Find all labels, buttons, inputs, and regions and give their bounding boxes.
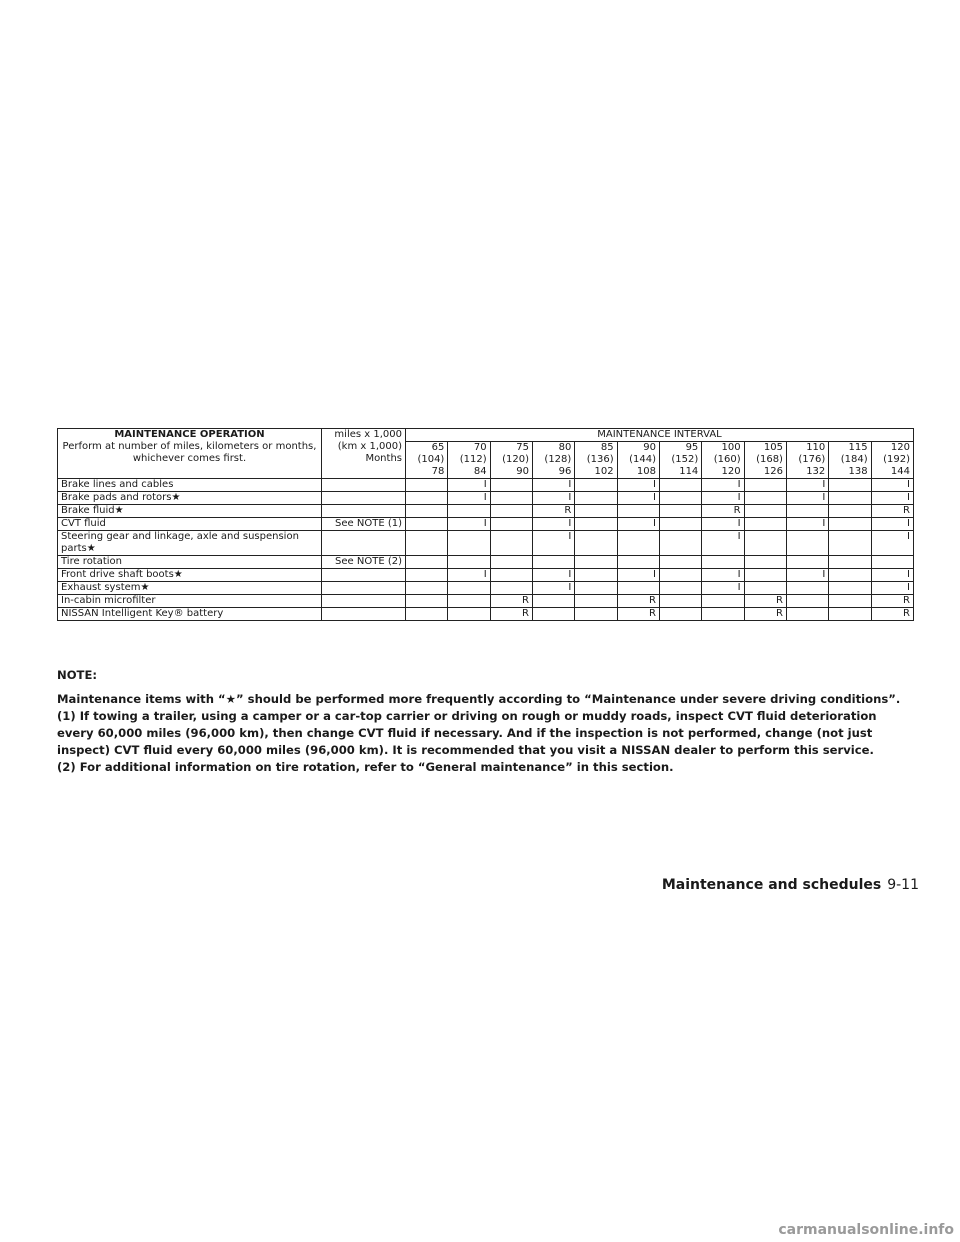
interval-mark-cell: I: [532, 569, 574, 582]
interval-mark-cell: I: [702, 569, 744, 582]
note-2: (2) For additional information on tire rotation, refer to “General maintenance” in this section.: [57, 760, 674, 774]
interval-mark-cell: I: [617, 479, 659, 492]
interval-mark-cell: [744, 492, 786, 505]
interval-mark-cell: [829, 518, 871, 531]
interval-mark-cell: [744, 505, 786, 518]
interval-mark-cell: [575, 608, 617, 621]
interval-miles: 70: [473, 442, 487, 453]
interval-mark-cell: I: [871, 492, 913, 505]
interval-mark-cell: [786, 595, 828, 608]
interval-mark-cell: [490, 569, 532, 582]
interval-mark-cell: [490, 492, 532, 505]
interval-mark-cell: [829, 492, 871, 505]
interval-km: (192): [883, 454, 910, 465]
interval-mark-cell: R: [532, 505, 574, 518]
operation-header-subtitle: Perform at number of miles, kilometers or months, whichever comes first.: [62, 441, 317, 464]
interval-miles: 115: [848, 442, 868, 453]
interval-mark-cell: [617, 556, 659, 569]
interval-mark-cell: R: [490, 608, 532, 621]
item-name: Brake lines and cables: [61, 479, 174, 490]
interval-mark-cell: [532, 556, 574, 569]
interval-months: 138: [848, 466, 868, 477]
footer-section-title: Maintenance and schedules: [661, 877, 882, 893]
interval-km: (112): [459, 454, 487, 465]
interval-mark-cell: [786, 556, 828, 569]
interval-miles: 95: [685, 442, 699, 453]
operation-header-cell: [58, 429, 322, 479]
interval-mark-cell: [659, 608, 701, 621]
interval-mark-cell: I: [448, 518, 490, 531]
interval-mark-cell: [744, 569, 786, 582]
interval-miles: 90: [643, 442, 656, 453]
item-name-cell: [58, 595, 322, 608]
interval-mark-cell: [659, 505, 701, 518]
interval-months: 78: [431, 466, 445, 477]
interval-mark-cell: [659, 518, 701, 531]
interval-mark-cell: I: [448, 479, 490, 492]
operation-header-title: MAINTENANCE OPERATION: [114, 429, 265, 440]
interval-mark-cell: I: [786, 518, 828, 531]
interval-months: 120: [721, 466, 741, 477]
item-name-cell: [58, 531, 322, 556]
interval-mark-cell: R: [871, 505, 913, 518]
interval-mark-cell: [829, 505, 871, 518]
interval-mark-cell: [406, 595, 448, 608]
item-name: NISSAN Intelligent Key® battery: [61, 608, 224, 619]
interval-months: 84: [473, 466, 487, 477]
interval-mark-cell: [744, 556, 786, 569]
interval-mark-cell: [829, 595, 871, 608]
interval-column-header: [744, 442, 786, 479]
item-name: Tire rotation: [61, 556, 123, 567]
interval-mark-cell: [659, 595, 701, 608]
interval-mark-cell: [406, 479, 448, 492]
item-name-cell: [58, 556, 322, 569]
interval-months: 90: [516, 466, 529, 477]
interval-months: 102: [594, 466, 614, 477]
interval-mark-cell: [490, 505, 532, 518]
table-row: [58, 518, 914, 531]
interval-mark-cell: [532, 595, 574, 608]
interval-mark-cell: [659, 479, 701, 492]
table-row: [58, 492, 914, 505]
interval-column-header: [406, 442, 448, 479]
interval-mark-cell: I: [702, 531, 744, 556]
interval-miles: 80: [558, 442, 572, 453]
interval-column-header: [702, 442, 744, 479]
interval-km: (176): [798, 454, 826, 465]
watermark-text: carmanualsonline.info: [778, 1222, 954, 1238]
table-row: [58, 556, 914, 569]
item-name-cell: [58, 518, 322, 531]
interval-mark-cell: [406, 492, 448, 505]
interval-km: (168): [756, 454, 783, 465]
item-note-cell: [322, 505, 406, 518]
interval-mark-cell: [617, 505, 659, 518]
interval-mark-cell: I: [786, 492, 828, 505]
header-row: [58, 429, 914, 442]
interval-miles: 85: [600, 442, 614, 453]
interval-months: 108: [636, 466, 656, 477]
interval-mark-cell: I: [871, 518, 913, 531]
interval-km: (160): [713, 454, 741, 465]
interval-mark-cell: [406, 531, 448, 556]
interval-mark-cell: [448, 556, 490, 569]
interval-km: (136): [586, 454, 614, 465]
page-footer: [662, 877, 919, 893]
interval-km: (104): [417, 454, 445, 465]
severe-star-icon: ★: [114, 505, 124, 516]
interval-km: (128): [544, 454, 572, 465]
interval-mark-cell: [829, 531, 871, 556]
interval-mark-cell: I: [532, 518, 574, 531]
interval-mark-cell: [786, 582, 828, 595]
item-note-cell: See NOTE (1): [322, 518, 406, 531]
item-note-cell: [322, 569, 406, 582]
table-row: [58, 595, 914, 608]
interval-mark-cell: [490, 582, 532, 595]
interval-mark-cell: I: [532, 582, 574, 595]
interval-mark-cell: I: [532, 492, 574, 505]
interval-mark-cell: [786, 505, 828, 518]
interval-months: 132: [806, 466, 826, 477]
interval-mark-cell: [575, 556, 617, 569]
interval-km: (152): [671, 454, 699, 465]
interval-mark-cell: I: [702, 582, 744, 595]
interval-mark-cell: I: [702, 518, 744, 531]
interval-km: (184): [840, 454, 868, 465]
item-note-cell: See NOTE (2): [322, 556, 406, 569]
interval-mark-cell: R: [702, 505, 744, 518]
interval-mark-cell: [575, 492, 617, 505]
interval-mark-cell: [829, 479, 871, 492]
interval-months: 144: [890, 466, 910, 477]
interval-mark-cell: [448, 582, 490, 595]
interval-months: 96: [558, 466, 572, 477]
interval-mark-cell: [490, 479, 532, 492]
item-name-cell: [58, 608, 322, 621]
interval-mark-cell: I: [871, 479, 913, 492]
item-name: Brake fluid: [61, 505, 115, 516]
item-name: CVT fluid: [61, 518, 106, 529]
interval-miles: 120: [890, 442, 910, 453]
interval-mark-cell: [490, 556, 532, 569]
interval-mark-cell: R: [871, 595, 913, 608]
interval-mark-cell: [575, 518, 617, 531]
interval-mark-cell: I: [702, 492, 744, 505]
interval-mark-cell: R: [871, 608, 913, 621]
interval-mark-cell: I: [617, 569, 659, 582]
interval-mark-cell: R: [617, 608, 659, 621]
table-row: [58, 569, 914, 582]
notes-title: NOTE:: [57, 668, 98, 682]
interval-mark-cell: [702, 608, 744, 621]
interval-mark-cell: [744, 518, 786, 531]
interval-column-header: [617, 442, 659, 479]
interval-miles: 100: [721, 442, 741, 453]
interval-column-header: [786, 442, 828, 479]
interval-mark-cell: [744, 479, 786, 492]
interval-mark-cell: [871, 556, 913, 569]
interval-mark-cell: [744, 582, 786, 595]
interval-units-cell: [322, 429, 406, 479]
interval-column-header: [829, 442, 871, 479]
interval-mark-cell: [702, 595, 744, 608]
interval-mark-cell: I: [532, 479, 574, 492]
interval-mark-cell: [829, 608, 871, 621]
interval-mark-cell: [406, 608, 448, 621]
interval-mark-cell: I: [871, 582, 913, 595]
interval-mark-cell: [448, 531, 490, 556]
item-name-cell: [58, 492, 322, 505]
item-name: In-cabin microfilter: [61, 595, 156, 606]
item-name-cell: [58, 569, 322, 582]
interval-mark-cell: [448, 595, 490, 608]
interval-unit-label-1: miles x 1,000: [334, 429, 402, 440]
interval-mark-cell: [829, 556, 871, 569]
interval-mark-cell: [448, 505, 490, 518]
interval-unit-label-2: (km x 1,000): [337, 441, 402, 452]
interval-mark-cell: [744, 531, 786, 556]
interval-mark-cell: I: [786, 569, 828, 582]
interval-mark-cell: I: [702, 479, 744, 492]
note-severe: Maintenance items with “★” should be performed more frequently according to “Maintenance under severe driving conditions”.: [57, 692, 901, 706]
notes-section: [57, 667, 917, 776]
interval-column-header: [575, 442, 617, 479]
interval-mark-cell: [406, 505, 448, 518]
interval-mark-cell: R: [744, 608, 786, 621]
interval-mark-cell: [829, 582, 871, 595]
interval-miles: 105: [763, 442, 783, 453]
item-note-cell: [322, 608, 406, 621]
item-note-cell: [322, 531, 406, 556]
interval-mark-cell: I: [786, 479, 828, 492]
interval-mark-cell: [659, 492, 701, 505]
interval-mark-cell: [575, 582, 617, 595]
interval-mark-cell: [829, 569, 871, 582]
interval-mark-cell: [448, 608, 490, 621]
interval-column-header: [532, 442, 574, 479]
item-note-cell: [322, 595, 406, 608]
interval-mark-cell: [702, 556, 744, 569]
item-name: Exhaust system: [61, 582, 141, 593]
maintenance-schedule-table-wrap: [57, 428, 913, 621]
severe-star-icon: ★: [171, 492, 181, 503]
interval-mark-cell: I: [617, 518, 659, 531]
interval-mark-cell: I: [617, 492, 659, 505]
interval-mark-cell: [617, 582, 659, 595]
table-row: [58, 608, 914, 621]
interval-column-header: [659, 442, 701, 479]
interval-mark-cell: [406, 582, 448, 595]
interval-mark-cell: [406, 518, 448, 531]
severe-star-icon: ★: [173, 569, 183, 580]
interval-miles: 65: [431, 442, 445, 453]
interval-column-header: [871, 442, 913, 479]
interval-mark-cell: [786, 531, 828, 556]
interval-mark-cell: [659, 569, 701, 582]
interval-mark-cell: [659, 556, 701, 569]
footer-page-number: 9-11: [887, 877, 919, 893]
interval-mark-cell: [659, 582, 701, 595]
interval-mark-cell: [575, 569, 617, 582]
interval-mark-cell: R: [744, 595, 786, 608]
item-name: Brake pads and rotors: [61, 492, 172, 503]
interval-mark-cell: [406, 556, 448, 569]
interval-mark-cell: [490, 518, 532, 531]
item-note-cell: [322, 479, 406, 492]
interval-miles: 75: [516, 442, 529, 453]
interval-km: (144): [629, 454, 656, 465]
interval-mark-cell: I: [532, 531, 574, 556]
item-note-cell: [322, 582, 406, 595]
interval-mark-cell: I: [448, 569, 490, 582]
interval-mark-cell: [575, 595, 617, 608]
interval-km: (120): [502, 454, 529, 465]
item-name-cell: [58, 582, 322, 595]
interval-header-title: MAINTENANCE INTERVAL: [406, 429, 914, 442]
interval-mark-cell: [575, 531, 617, 556]
note-1: (1) If towing a trailer, using a camper or a car-top carrier or driving on rough or muddy roads, inspect CVT fluid deterioration every 60,000 miles (96,000 km), then change CVT fluid if necessary. And if the inspection is not performed, change (not just inspect) CVT fluid every 60,000 miles (96,000 km). It is recommended that you visit a NISSAN dealer to perform this service.: [57, 709, 877, 757]
interval-mark-cell: R: [617, 595, 659, 608]
table-row: [58, 531, 914, 556]
table-row: [58, 582, 914, 595]
table-row: [58, 479, 914, 492]
interval-miles: 110: [806, 442, 826, 453]
interval-months: 114: [679, 466, 699, 477]
item-name-cell: [58, 505, 322, 518]
interval-mark-cell: [786, 608, 828, 621]
severe-star-icon: ★: [140, 582, 150, 593]
interval-mark-cell: [532, 608, 574, 621]
severe-star-icon: ★: [86, 543, 96, 554]
interval-mark-cell: R: [490, 595, 532, 608]
item-name: Front drive shaft boots: [61, 569, 174, 580]
interval-mark-cell: I: [871, 531, 913, 556]
interval-mark-cell: I: [448, 492, 490, 505]
interval-unit-label-3: Months: [365, 453, 402, 464]
interval-mark-cell: [575, 505, 617, 518]
interval-mark-cell: I: [871, 569, 913, 582]
interval-months: 126: [763, 466, 783, 477]
interval-mark-cell: [617, 531, 659, 556]
interval-mark-cell: [406, 569, 448, 582]
item-name: Steering gear and linkage, axle and suspension parts: [61, 531, 299, 554]
interval-mark-cell: [659, 531, 701, 556]
interval-column-header: [490, 442, 532, 479]
interval-mark-cell: [575, 479, 617, 492]
item-name-cell: [58, 479, 322, 492]
item-note-cell: [322, 492, 406, 505]
maintenance-schedule-table: [57, 428, 914, 621]
table-row: [58, 505, 914, 518]
interval-column-header: [448, 442, 490, 479]
interval-mark-cell: [490, 531, 532, 556]
